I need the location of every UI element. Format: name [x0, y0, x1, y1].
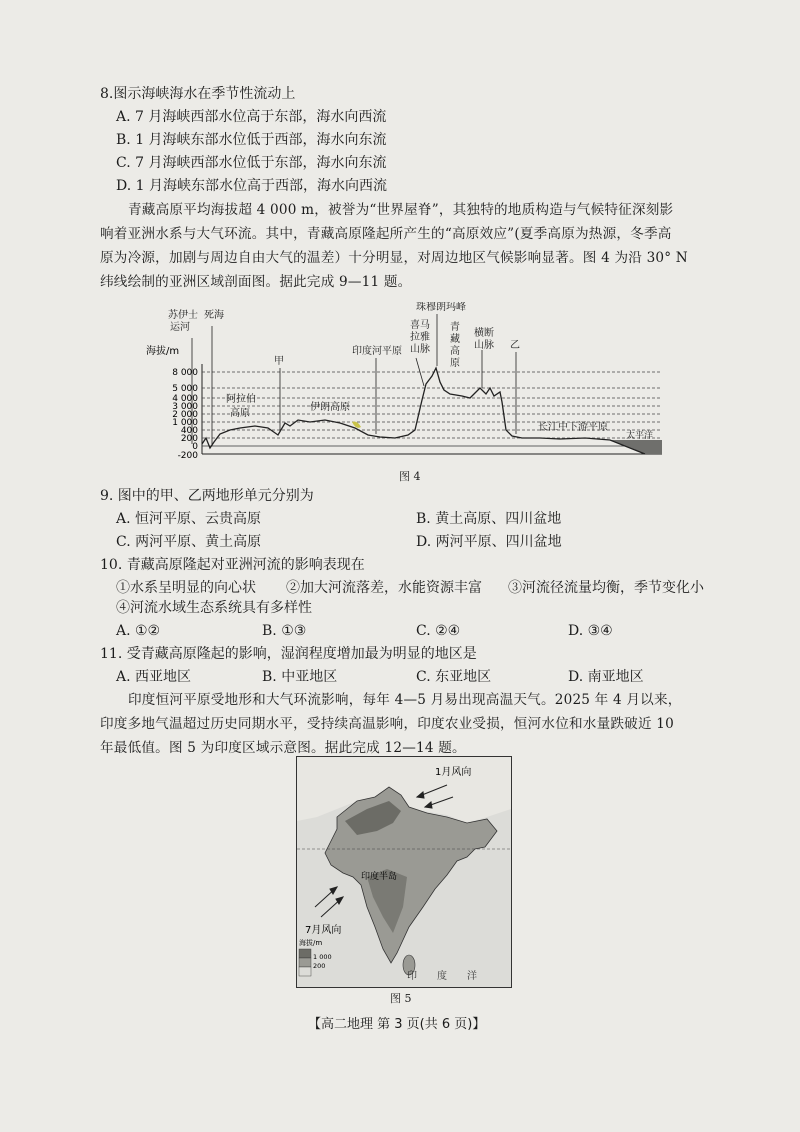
label-himalaya-3: 山脉 [410, 344, 430, 355]
terrain-profile [202, 368, 645, 454]
q10-option-c: C. ②④ [416, 623, 461, 639]
label-everest: 珠穆朗玛峰 [416, 302, 466, 313]
q9-stem: 9. 图中的甲、乙两地形单元分别为 [100, 488, 314, 504]
label-pacific: 太平洋 [626, 431, 654, 441]
ocean-char-1: 印 [407, 971, 417, 982]
y-tick-5000: 5 000 [172, 384, 198, 394]
january-wind-label: 1月风向 [435, 767, 472, 778]
pacific-ocean-area [610, 440, 662, 454]
q10-option-b: B. ①③ [262, 623, 307, 639]
q11-option-b: B. 中亚地区 [262, 669, 338, 685]
q8-stem: 8.图示海峡海水在季节性流动上 [100, 86, 296, 102]
figure-4-caption: 图 4 [399, 470, 421, 483]
ocean-char-3: 洋 [467, 971, 477, 982]
q8-option-a: A. 7 月海峡西部水位高于东部，海水向西流 [116, 109, 387, 125]
y-tick-0: 0 [192, 442, 198, 452]
label-arabian-1: 阿拉伯 [226, 394, 256, 405]
y-tick-8000: 8 000 [172, 368, 198, 378]
intro1-line2: 响着亚洲水系与大气环流。其中，青藏高原隆起所产生的“高原效应”(夏季高原为热源，冬季高 [100, 226, 672, 242]
q10-stem: 10. 青藏高原隆起对亚洲河流的影响表现在 [100, 557, 365, 573]
y-tick-2000: 2 000 [172, 410, 198, 420]
label-indus: 印度河平原 [352, 346, 402, 357]
legend-swatch-mid [299, 958, 311, 967]
label-hengduan-2: 山脉 [474, 340, 494, 351]
label-yi: 乙 [510, 340, 520, 351]
label-tibet-3: 高 [450, 346, 460, 357]
intro2-line1: 印度恒河平原受地形和大气环流影响，每年 4—5 月易出现高温天气。2025 年 4 月以来， [128, 692, 682, 708]
label-tibet-2: 藏 [450, 334, 460, 345]
page-footer: 【高二地理 第 3 页(共 6 页)】 [308, 1017, 486, 1032]
intro1-line1: 青藏高原平均海拔超 4 000 m，被誉为“世界屋脊”，其独特的地质构造与气候特征深刻影 [128, 202, 674, 218]
intro2-line3: 年最低值。图 5 为印度区域示意图。据此完成 12—14 题。 [100, 740, 466, 756]
q8-option-c: C. 7 月海峡西部水位低于东部，海水向东流 [116, 155, 387, 171]
q11-option-a: A. 西亚地区 [116, 669, 192, 685]
q9-option-c: C. 两河平原、黄土高原 [116, 534, 262, 550]
legend-title: 海拔/m [299, 939, 323, 947]
q8-option-d: D. 1 月海峡东部水位高于西部，海水向西流 [116, 178, 387, 194]
q9-option-d: D. 两河平原、四川盆地 [416, 534, 562, 550]
figure-4-cross-section [140, 302, 670, 462]
label-tibet-1: 青 [450, 322, 460, 333]
q10-statement-1: ①水系呈明显的向心状 [116, 580, 256, 596]
intro1-line4: 纬线绘制的亚洲区域剖面图。据此完成 9—11 题。 [100, 274, 412, 290]
y-tick-1000: 1 000 [172, 418, 198, 428]
legend-swatch-low [299, 967, 311, 976]
q10-option-d: D. ③④ [568, 623, 613, 639]
q11-option-d: D. 南亚地区 [568, 669, 644, 685]
label-yangtze: 长江中下游平原 [538, 422, 608, 433]
label-dead-sea: 死海 [204, 310, 224, 321]
y-tick-neg200: -200 [177, 451, 198, 461]
label-himalaya-1: 喜马 [410, 320, 430, 331]
peninsula-label: 印度半岛 [361, 872, 398, 882]
y-axis-label: 海拔/m [146, 346, 180, 357]
india-map-svg [297, 757, 511, 987]
legend-swatch-high [299, 949, 311, 958]
q11-option-c: C. 东亚地区 [416, 669, 492, 685]
july-wind-label: 7月风向 [305, 925, 342, 936]
y-tick-400: 400 [180, 426, 198, 436]
label-arabian-2: 高原 [230, 408, 250, 419]
legend-value-200: 200 [313, 962, 326, 970]
ocean-char-2: 度 [437, 971, 447, 982]
label-iran: 伊朗高原 [310, 402, 350, 413]
q10-option-a: A. ①② [116, 623, 161, 639]
intro1-line3: 原为冷源，加剧与周边自由大气的温差）十分明显，对周边地区气候影响显著。图 4 为沿 30° N [100, 250, 688, 266]
figure-5-caption: 图 5 [390, 992, 412, 1005]
legend-value-1000: 1 000 [313, 953, 332, 961]
q10-statement-2: ②加大河流落差，水能资源丰富 [286, 580, 482, 596]
y-tick-4000: 4 000 [172, 394, 198, 404]
q9-option-b: B. 黄土高原、四川盆地 [416, 511, 562, 527]
q9-option-a: A. 恒河平原、云贵高原 [116, 511, 262, 527]
label-pointers [192, 314, 516, 446]
intro2-line2: 印度多地气温超过历史同期水平，受持续高温影响，印度农业受损，恒河水位和水量跌破近 10 [100, 716, 674, 732]
y-tick-200: 200 [180, 434, 198, 444]
q10-statement-3: ③河流径流量均衡，季节变化小 [508, 580, 704, 596]
figure-5-india-map [296, 756, 512, 988]
q10-statement-4: ④河流水域生态系统具有多样性 [116, 600, 312, 616]
label-hengduan-1: 横断 [474, 328, 494, 339]
y-tick-3000: 3 000 [172, 402, 198, 412]
label-jia: 甲 [274, 356, 284, 367]
q11-stem: 11. 受青藏高原隆起的影响，湿润程度增加最为明显的地区是 [100, 646, 477, 662]
q8-option-b: B. 1 月海峡东部水位低于西部，海水向东流 [116, 132, 387, 148]
label-suez-2: 运河 [170, 322, 190, 333]
y-tick-labels [172, 368, 198, 461]
label-suez: 苏伊士 [168, 310, 198, 321]
label-himalaya-2: 拉雅 [410, 332, 430, 343]
label-tibet-4: 原 [450, 358, 460, 369]
